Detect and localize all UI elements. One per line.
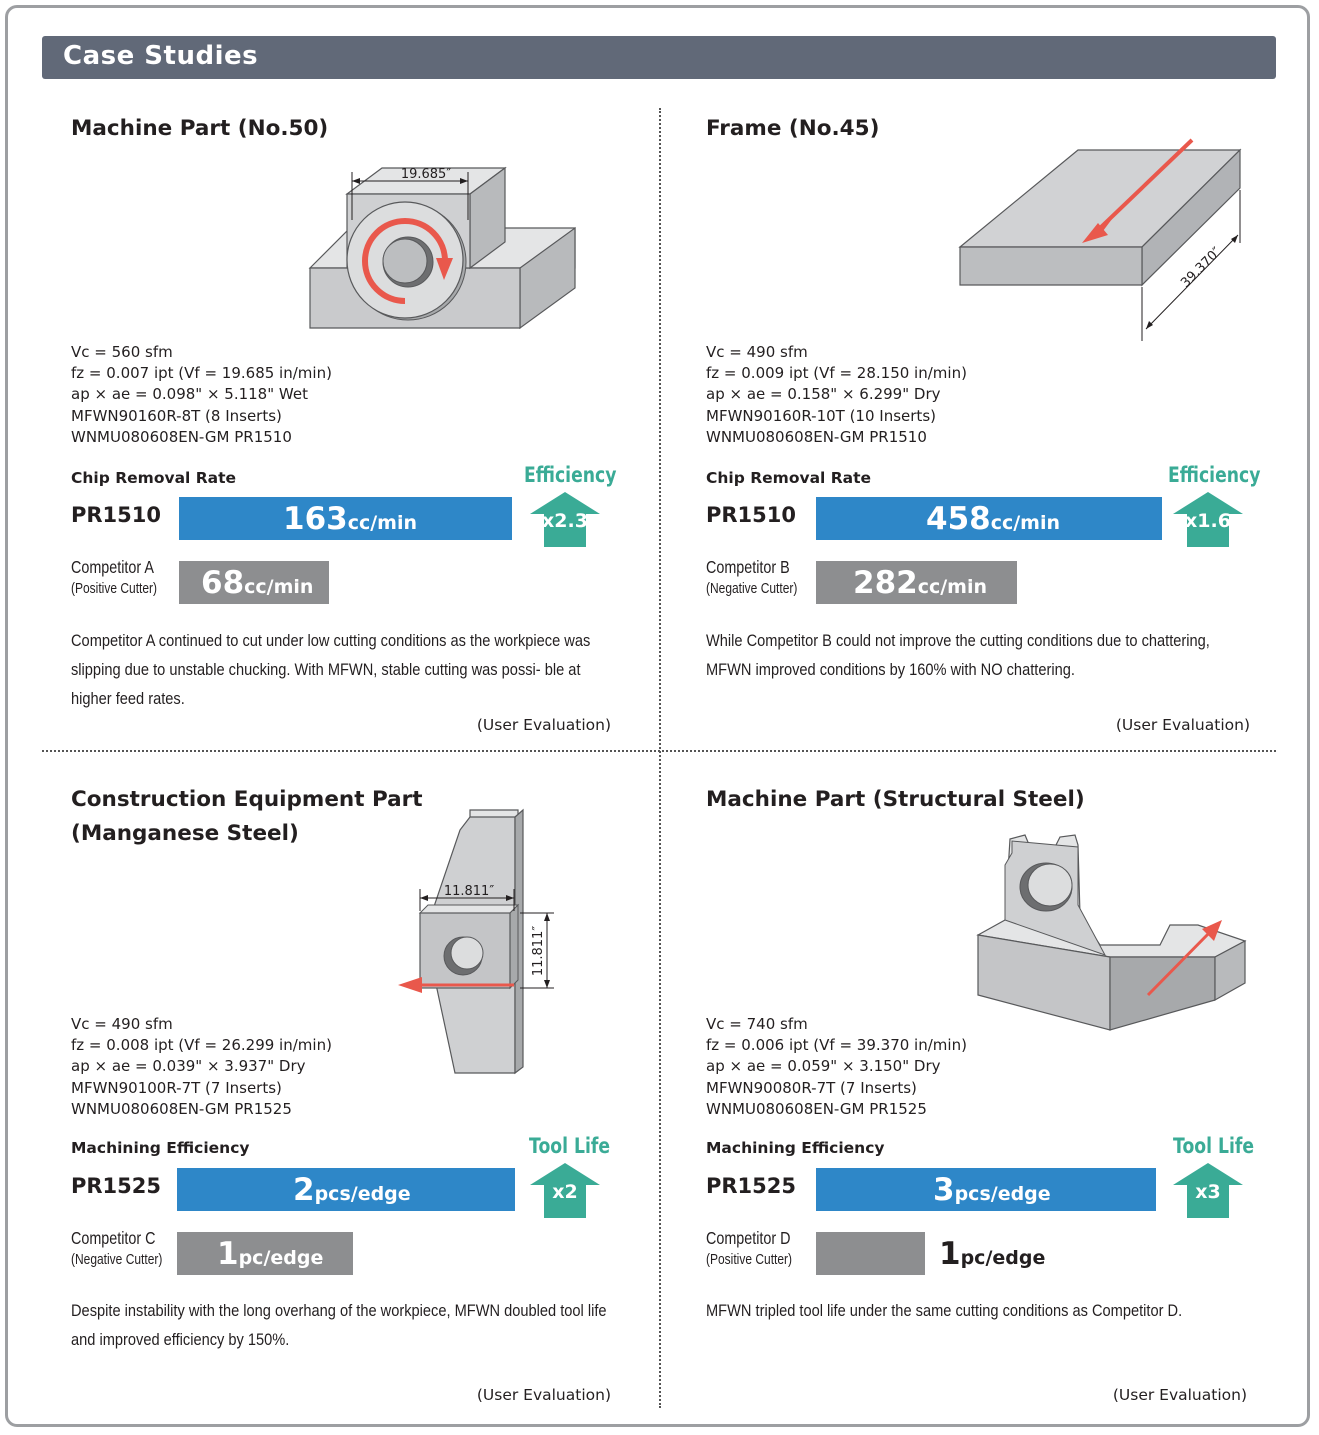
case-title-line-2: (Manganese Steel) <box>71 821 299 846</box>
spec-line: fz = 0.007 ipt (Vf = 19.685 in/min) <box>71 364 332 383</box>
case-title: Frame (No.45) <box>706 116 880 141</box>
spec-line: Vc = 740 sfm <box>706 1015 808 1033</box>
competitor-value: 68cc/min <box>201 565 314 601</box>
horizontal-divider <box>42 750 1276 752</box>
metric-label: Machining Efficiency <box>706 1139 885 1157</box>
competitor-name: Competitor A <box>71 557 154 577</box>
spec-line: MFWN90100R-7T (7 Inserts) <box>71 1078 282 1097</box>
competitor-name: Competitor D <box>706 1228 791 1248</box>
ours-value: 3pcs/edge <box>933 1172 1051 1208</box>
ours-bar <box>816 497 1162 540</box>
competitor-label <box>706 1227 814 1271</box>
spec-line: fz = 0.006 ipt (Vf = 39.370 in/min) <box>706 1036 967 1055</box>
case-description: Despite instability with the long overhang of the workpiece, MFWN doubled tool life and improved efficiency by 150%. <box>71 1301 607 1349</box>
section-title: Case Studies <box>63 41 259 71</box>
gain-label: Efficiency <box>524 463 617 487</box>
competitor-bar <box>179 561 329 604</box>
grade-label: PR1525 <box>706 1174 797 1198</box>
spec-line: ap × ae = 0.098" × 5.118" Wet <box>71 385 308 404</box>
source-note: (User Evaluation) <box>1112 1386 1247 1404</box>
gain-value: x2 <box>552 1181 578 1203</box>
competitor-type: (Negative Cutter) <box>706 580 798 597</box>
ours-value: 2pcs/edge <box>293 1172 411 1208</box>
spec-line: fz = 0.008 ipt (Vf = 26.299 in/min) <box>71 1036 332 1055</box>
grade-label: PR1525 <box>71 1174 162 1198</box>
ours-value: 163cc/min <box>283 501 418 537</box>
source-note: (User Evaluation) <box>1115 716 1250 734</box>
spec-line: MFWN90160R-10T (10 Inserts) <box>706 406 936 425</box>
gain-arrow <box>1173 492 1243 547</box>
spec-line: WNMU080608EN-GM PR1510 <box>71 427 292 446</box>
metric-label: Chip Removal Rate <box>706 469 872 487</box>
case-description: While Competitor B could not improve the cutting conditions due to chattering, MFWN improved conditions by 160% with NO chattering. <box>706 631 1210 679</box>
spec-line: fz = 0.009 ipt (Vf = 28.150 in/min) <box>706 364 967 383</box>
competitor-type: (Negative Cutter) <box>71 1251 163 1268</box>
competitor-type: (Positive Cutter) <box>706 1251 793 1268</box>
competitor-label <box>71 1227 185 1271</box>
gain-arrow <box>1173 1163 1243 1218</box>
case-title: Machine Part (Structural Steel) <box>706 787 1085 812</box>
spec-line: WNMU080608EN-GM PR1510 <box>706 427 927 446</box>
case-description: Competitor A continued to cut under low cutting conditions as the workpiece was slipping due to unstable chucking. With MFWN, stable cutting was possi- ble at higher feed rates. <box>71 631 591 708</box>
gain-value: x1.6 <box>1185 510 1231 532</box>
competitor-value: 1pc/edge <box>217 1236 324 1272</box>
spec-line: ap × ae = 0.039" × 3.937" Dry <box>71 1057 306 1076</box>
frame-illustration <box>950 135 1260 345</box>
spec-line: MFWN90080R-7T (7 Inserts) <box>706 1078 917 1097</box>
ours-bar <box>177 1168 515 1211</box>
cutting-conditions <box>706 1014 967 1120</box>
competitor-value: 1pc/edge <box>939 1236 1046 1272</box>
source-note: (User Evaluation) <box>476 1386 611 1404</box>
cutting-conditions <box>706 342 967 448</box>
competitor-bar <box>816 561 1017 604</box>
competitor-label <box>71 556 179 600</box>
dimension-label-horizontal: 11.811″ <box>443 884 495 899</box>
competitor-type: (Positive Cutter) <box>71 580 158 597</box>
spec-line: MFWN90160R-8T (8 Inserts) <box>71 406 282 425</box>
structural-steel-part-illustration <box>970 825 1255 1035</box>
competitor-name: Competitor B <box>706 557 790 577</box>
source-note: (User Evaluation) <box>476 716 611 734</box>
gain-label: Tool Life <box>1173 1134 1255 1158</box>
spec-line: Vc = 490 sfm <box>706 343 808 361</box>
metric-label: Machining Efficiency <box>71 1139 250 1157</box>
gain-value: x2.3 <box>542 510 588 532</box>
case-description: MFWN tripled tool life under the same cutting conditions as Competitor D. <box>706 1301 1183 1320</box>
dimension-label-vertical: 11.811″ <box>531 925 546 977</box>
metric-label: Chip Removal Rate <box>71 469 237 487</box>
vertical-divider <box>659 108 661 1408</box>
grade-label: PR1510 <box>71 503 162 527</box>
construction-part-illustration <box>390 805 565 1085</box>
grade-label: PR1510 <box>706 503 797 527</box>
gain-arrow <box>530 492 600 547</box>
gain-arrow <box>530 1163 600 1218</box>
spec-line: WNMU080608EN-GM PR1525 <box>71 1099 292 1118</box>
ours-bar <box>179 497 512 540</box>
competitor-bar <box>816 1232 925 1275</box>
ours-bar <box>816 1168 1156 1211</box>
cutting-conditions <box>71 1014 332 1120</box>
spec-line: ap × ae = 0.158" × 6.299" Dry <box>706 385 941 404</box>
competitor-value: 282cc/min <box>853 565 988 601</box>
machine-part-illustration <box>305 160 585 332</box>
competitor-name: Competitor C <box>71 1228 156 1248</box>
gain-value: x3 <box>1195 1181 1221 1203</box>
spec-line: Vc = 560 sfm <box>71 343 173 361</box>
dimension-label: 19.685″ <box>400 167 452 182</box>
spec-line: WNMU080608EN-GM PR1525 <box>706 1099 927 1118</box>
ours-value: 458cc/min <box>926 501 1061 537</box>
gain-label: Tool Life <box>529 1134 611 1158</box>
gain-label: Efficiency <box>1168 463 1261 487</box>
spec-line: Vc = 490 sfm <box>71 1015 173 1033</box>
spec-line: ap × ae = 0.059" × 3.150" Dry <box>706 1057 941 1076</box>
case-title-line-1: Construction Equipment Part <box>71 787 423 812</box>
competitor-bar <box>177 1232 353 1275</box>
competitor-label <box>706 556 820 600</box>
case-title: Machine Part (No.50) <box>71 116 329 141</box>
section-header <box>42 36 1276 79</box>
cutting-conditions <box>71 342 332 448</box>
dimension-label: 39.370″ <box>1178 244 1225 291</box>
